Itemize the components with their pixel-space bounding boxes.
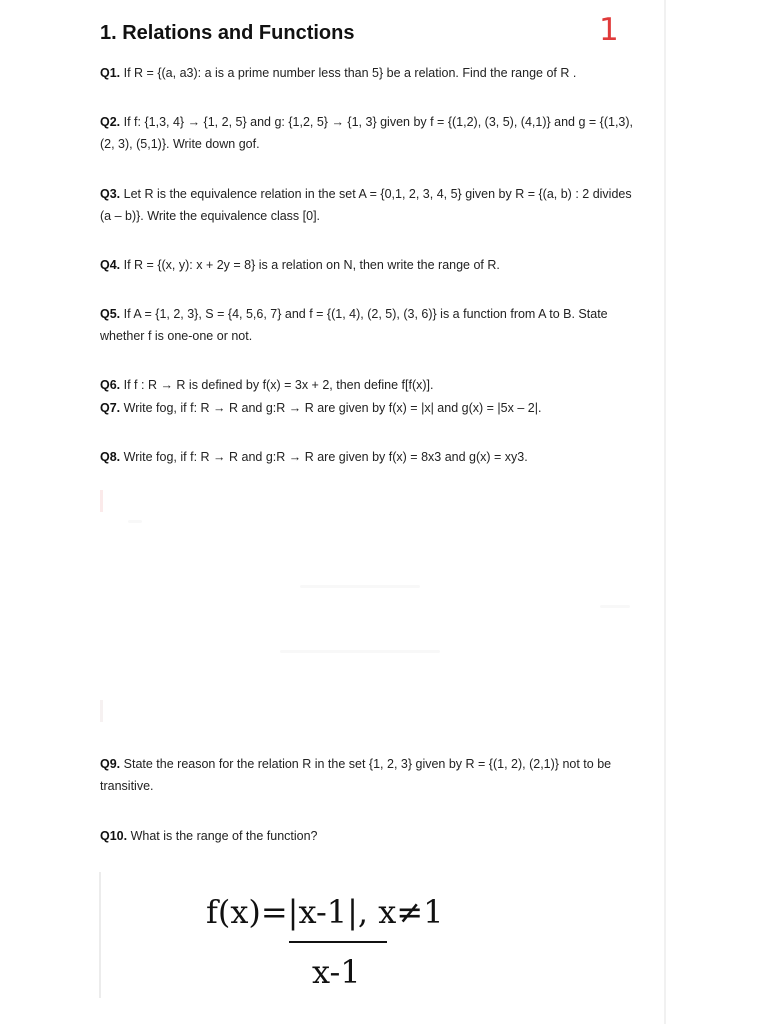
faded-mark (600, 605, 630, 608)
question-label: Q1. (100, 66, 121, 80)
faded-blank-area (100, 490, 640, 725)
not-equal-symbol: ≠ (396, 893, 424, 931)
faded-mark (280, 650, 440, 653)
question-text: If A = {1, 2, 3}, S = {4, 5,6, 7} and f = {(1, 4), (2, 5), (3, 6)} is a function from A to B. State whether f is one-one or not. (100, 307, 608, 343)
formula-denominator: x-1 (312, 953, 361, 991)
page-edge (664, 0, 666, 1024)
question-label: Q3. (100, 187, 121, 201)
page-title: 1. Relations and Functions (100, 22, 355, 44)
fraction-bar (289, 941, 387, 943)
faded-mark (128, 520, 142, 523)
question-label: Q6. (100, 378, 121, 392)
question-6 (100, 374, 640, 396)
question-text: Let R is the equivalence relation in the set A = {0,1, 2, 3, 4, 5} given by R = {(a, b) : 2 divides (a – b)}. Write the equivalence class [0]. (100, 187, 632, 223)
formula-condition-val: 1 (423, 893, 444, 931)
question-5 (100, 303, 640, 347)
faded-mark (300, 585, 420, 588)
question-text: What is the range of the function? (130, 829, 318, 843)
question-7 (100, 397, 640, 419)
question-8 (100, 446, 640, 468)
formula-numerator: |x-1| (287, 893, 358, 931)
question-label: Q2. (100, 115, 121, 129)
question-label: Q5. (100, 307, 121, 321)
question-text: If f : R → R is defined by f(x) = 3x + 2, then define f[f(x)]. (123, 378, 434, 392)
question-text: If R = {(a, a3): a is a prime number less than 5} be a relation. Find the range of R . (123, 66, 577, 80)
formula-top-line (206, 893, 443, 931)
question-9 (100, 753, 640, 797)
question-label: Q7. (100, 401, 121, 415)
formula-condition-var: x (378, 893, 397, 931)
question-text: If f: {1,3, 4} → {1, 2, 5} and g: {1,2, 5} → {1, 3} given by f = {(1,2), (3, 5), (4,1)} and g = {(1,3), (2, 3), (5,1)}. Write down gof. (100, 115, 634, 151)
question-label: Q9. (100, 757, 121, 771)
question-text: Write fog, if f: R → R and g:R → R are given by f(x) = |x| and g(x) = |5x – 2|. (123, 401, 542, 415)
question-4 (100, 254, 640, 276)
question-3 (100, 183, 640, 227)
formula-box (99, 872, 641, 998)
question-label: Q4. (100, 258, 121, 272)
faded-mark (100, 700, 103, 722)
question-text: State the reason for the relation R in the set {1, 2, 3} given by R = {(1, 2), (2,1)} not to be transitive. (100, 757, 612, 793)
question-label: Q8. (100, 450, 121, 464)
faded-mark (100, 490, 103, 512)
question-1 (100, 62, 640, 84)
question-10 (100, 825, 640, 847)
formula-comma: , (357, 893, 369, 931)
formula-lhs: f(x)= (206, 893, 288, 931)
page-number: 1 (599, 12, 619, 48)
question-text: Write fog, if f: R → R and g:R → R are given by f(x) = 8x3 and g(x) = xy3. (123, 450, 528, 464)
question-2 (100, 111, 640, 155)
question-text: If R = {(x, y): x + 2y = 8} is a relation on N, then write the range of R. (123, 258, 500, 272)
question-label: Q10. (100, 829, 128, 843)
